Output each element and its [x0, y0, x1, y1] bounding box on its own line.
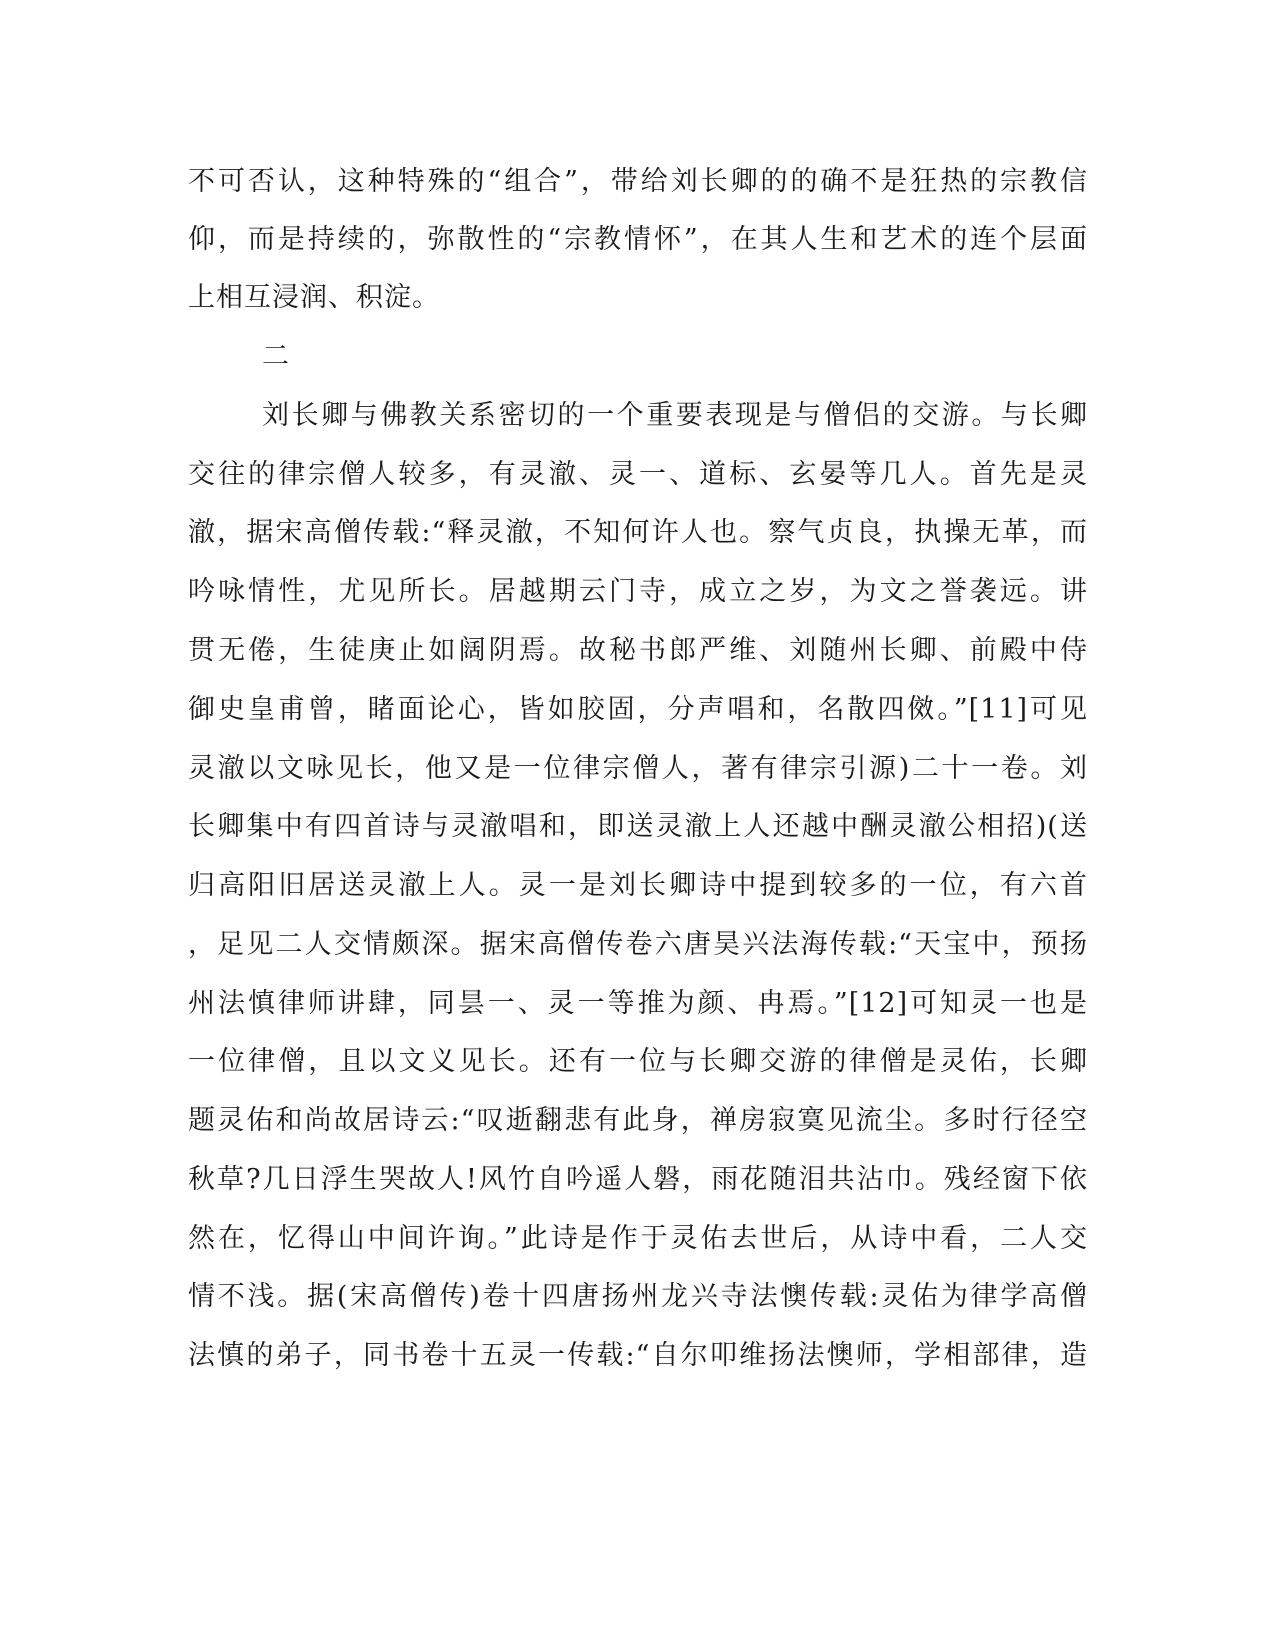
section-heading: 二: [262, 341, 290, 372]
paragraph-line-20: 情不浅。据(宋高僧传)卷十四唐扬州龙兴寺法懊传载:灵佑为律学高僧: [188, 1281, 1088, 1312]
paragraph-line-3: 上相互浸润、积淀。: [188, 282, 440, 313]
paragraph-line-10: 御史皇甫曾，睹面论心，皆如胶固，分声唱和，名散四傚。”[11]可见: [188, 694, 1088, 725]
paragraph-line-19: 然在，忆得山中间许询。”此诗是作于灵佑去世后，从诗中看，二人交: [188, 1223, 1088, 1254]
paragraph-line-21: 法慎的弟子，同书卷十五灵一传载:“自尔叩维扬法懊师，学相部律，造: [188, 1340, 1088, 1371]
paragraph-line-15: 州法慎律师讲肆，同昙一、灵一等推为颜、冉焉。”[12]可知灵一也是: [188, 988, 1088, 1019]
paragraph-line-1: 不可否认，这种特殊的“组合”，带给刘长卿的的确不是狂热的宗教信: [188, 166, 1088, 197]
paragraph-line-8: 吟咏情性，尤见所长。居越期云门寺，成立之岁，为文之誉袭远。讲: [188, 576, 1088, 607]
paragraph-line-2: 仰，而是持续的，弥散性的“宗教情怀”，在其人生和艺术的连个层面: [188, 224, 1088, 255]
paragraph-line-11: 灵澈以文咏见长，他又是一位律宗僧人，著有律宗引源)二十一卷。刘: [188, 753, 1088, 784]
paragraph-line-18: 秋草?几日浮生哭故人!风竹自吟遥人磐，雨花随泪共沾巾。残经窗下依: [188, 1164, 1088, 1195]
paragraph-line-17: 题灵佑和尚故居诗云:“叹逝翻悲有此身，禅房寂寞见流尘。多时行径空: [188, 1105, 1088, 1136]
paragraph-line-12: 长卿集中有四首诗与灵澈唱和，即送灵澈上人还越中酬灵澈公相招)(送: [188, 811, 1088, 842]
paragraph-line-7: 澈，据宋高僧传载:“释灵澈，不知何许人也。察气贞良，执操无革，而: [188, 517, 1088, 548]
paragraph-line-13: 归高阳旧居送灵澈上人。灵一是刘长卿诗中提到较多的一位，有六首: [188, 870, 1088, 901]
paragraph-line-9: 贯无倦，生徒庚止如阔阴焉。故秘书郎严维、刘随州长卿、前殿中侍: [188, 635, 1088, 666]
paragraph-line-14: ，足见二人交情颇深。据宋高僧传卷六唐昊兴法海传载:“天宝中，预扬: [188, 929, 1088, 960]
paragraph-line-6: 交往的律宗僧人较多，有灵澈、灵一、道标、玄晏等几人。首先是灵: [188, 459, 1088, 490]
paragraph-line-16: 一位律僧，且以文义见长。还有一位与长卿交游的律僧是灵佑，长卿: [188, 1046, 1088, 1077]
paragraph-line-5: 刘长卿与佛教关系密切的一个重要表现是与僧侣的交游。与长卿: [262, 400, 1088, 431]
